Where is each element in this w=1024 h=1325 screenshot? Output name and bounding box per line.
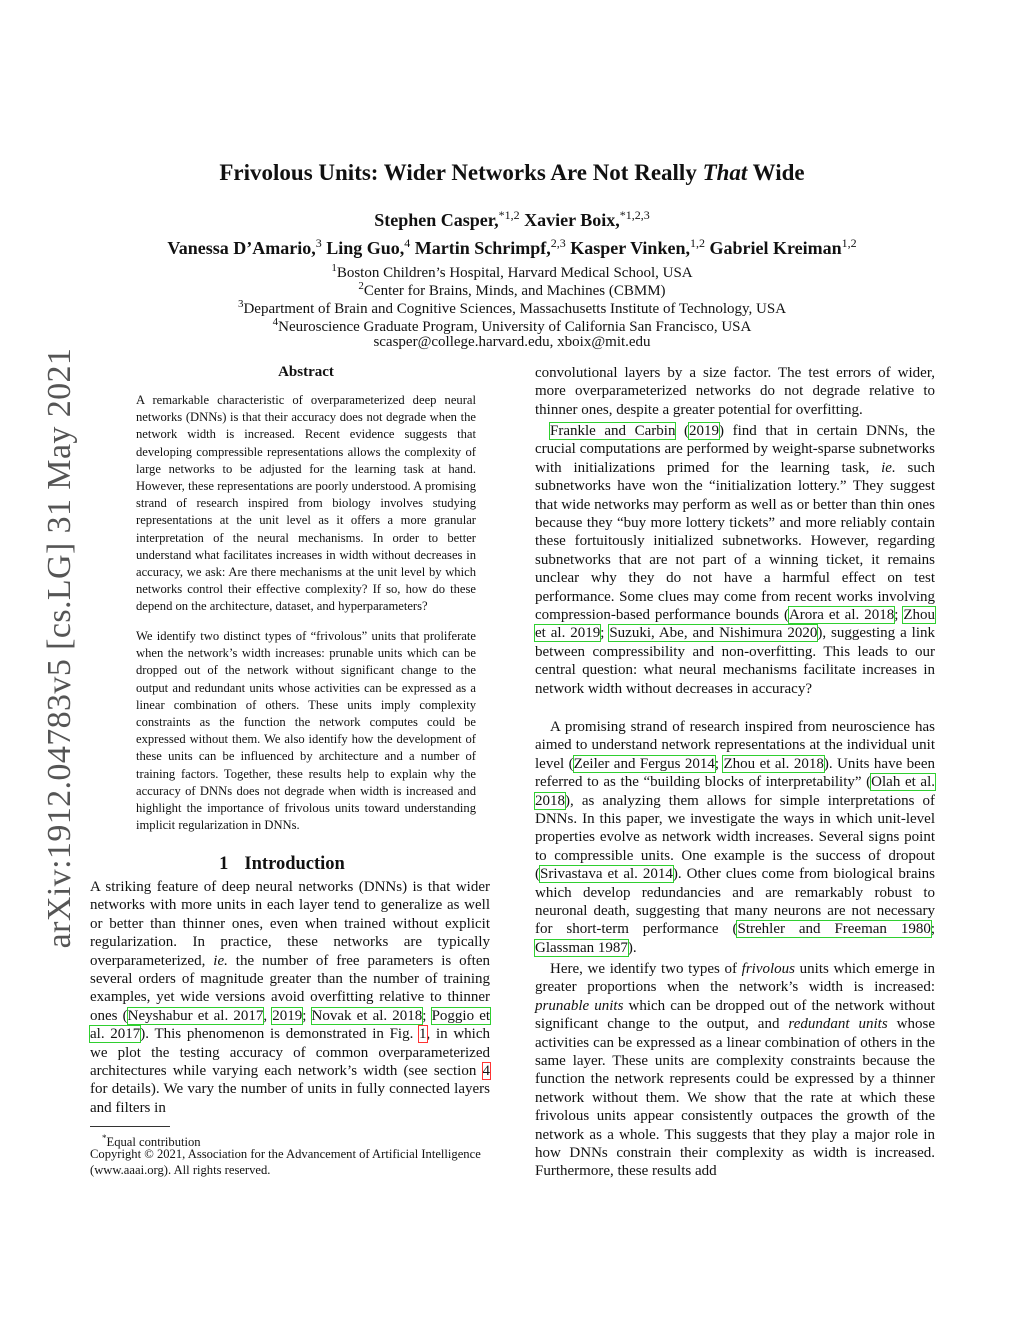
citation-link[interactable]: Zhou et al. 2018 [723,755,824,772]
footnote-rule [90,1126,170,1127]
citation-link[interactable]: Novak et al. 2018 [311,1007,423,1024]
affiliation: $^1$Boston Children’s Hospital, Harvard Medical School, USA [331,262,693,281]
author-name: Kasper Vinken, [570,238,690,258]
affiliation: $^4$Neuroscience Graduate Program, University of California San Francisco, USA [272,316,752,335]
author-affil: 4 [404,236,411,250]
author-affil: 1,2 [689,236,705,250]
citation-link[interactable]: Neyshabur et al. 2017 [127,1007,264,1024]
abstract-paragraph: A remarkable characteristic of overparameterized deep neural networks (DNNs) is that their accuracy does not degrade when the network width is increased. Recent evidence suggests that developing compressible representations allows the complexity of large networks to be adjusted for the learning task at hand. However, these representations are poorly understood. A promising strand of research inspired from biology involves studying representations at the unit level as it offers a more granular interpretation of the neural mechanisms. In order to better understand what facilitates increases in width without decreases in accuracy, we ask: Are there mechanisms at the unit level by which networks control their effective complexity? If so, how do these depend on the architecture, dataset, and hyperparameters? [136,393,476,614]
footnote-copyright: Copyright © 2021, Association for the Advancement of Artificial Intelligence (www.aaai.org). All rights reserved. [90,1147,481,1177]
author-name: Martin Schrimpf, [414,238,551,258]
author-line-1 [0,208,1024,231]
right-paragraph: Here, we identify two types of frivolous units which emerge in greater proportions when the network’s width is increased: prunable units which can be dropped out of the network without significant change to the output, and redundant units whose activities can be expressed as a linear combination of others in the same layer. These units are complexity constraints because the function the network represents could be expressed by a thinner network without them. We show that the rate at which these frivolous units appear consistently outpaces the growth of the network as a whole. This suggests that they play a major role in how DNNs constrain their complexity as width is increased. Furthermore, these results add [535,961,935,1180]
affiliation: $^2$Center for Brains, Minds, and Machines (CBMM) [358,280,666,299]
abstract-heading: Abstract [278,364,334,380]
citation-link[interactable]: Olah et al. 2018 [535,774,935,809]
citation-link[interactable]: Arora et al. 2018 [788,607,895,624]
figure-ref-link[interactable]: 1 [419,1026,427,1043]
title-text-end: Wide [747,160,805,185]
arxiv-stamp: arXiv:1912.04783v5 [cs.LG] 31 May 2021 [41,347,78,949]
citation-link[interactable]: 2019 [272,1007,303,1024]
citation-link[interactable]: Srivastava et al. 2014 [540,866,673,883]
author-affil: *1,2 [498,208,520,222]
affiliation: $^3$Department of Brain and Cognitive Sciences, Massachusetts Institute of Technology, USA [237,298,787,317]
title-emphasis: That [702,160,748,185]
citation-link[interactable]: Frankle and Carbin [550,423,676,439]
citation-link[interactable]: Poggio et al. 2017 [90,1007,491,1043]
author-name: Ling Guo, [326,238,405,258]
citation-link[interactable]: Suzuki, Abe, and Nishimura 2020 [609,625,818,642]
author-affil: 2,3 [550,236,566,250]
author-affil: *1,2,3 [619,208,650,222]
abstract-paragraph: We identify two distinct types of “frivolous” units that proliferate when the network’s width increases: prunable units which can be dropped out of the network without significant change to the output and redundant units whose activities can be expressed as a linear combination of others. These units imply complexity constraints as the function the network computes could be expressed without them. We also identify how the development of these units can be influenced by architecture and a number of training factors. Together, these results help to explain why the accuracy of DNNs does not degrade when width is increased and highlight the importance of frivolous units toward understanding implicit regularization in DNNs. [136,629,476,833]
section-title: Introduction [244,854,345,874]
citation-link[interactable]: Glassman 1987 [535,939,628,956]
author-name: Gabriel Kreiman [709,238,842,258]
right-paragraph: A promising strand of research inspired from neuroscience has aimed to understand network representations at the individual unit level (Zeiler and Fergus 2014; Zhou et al. 2018). Units have been referred to as the “building blocks of interpretability” (Olah et al. 2018), as analyzing them allows for simple interpretations of DNNs. In this paper, we investigate the ways in which unit-level properties evolve as network width increases. Several signs point to compressible units. One example is the success of dropout (Srivastava et al. 2014). Other clues come from biological brains which develop redundancies and are remarkably robust to neuronal death, suggesting that many neurons are not necessary for short-term performance (Strehler and Freeman 1980; Glassman 1987). [535,719,935,956]
author-name: Stephen Casper, [374,210,499,230]
citation-link[interactable]: 2019 [689,423,720,439]
section-ref-link[interactable]: 4 [482,1063,490,1080]
author-name: Vanessa D’Amario, [167,238,316,258]
section-number: 1 [219,854,229,874]
title-text: Frivolous Units: Wider Networks Are Not Really [219,160,703,185]
author-emails: scasper@college.harvard.edu, xboix@mit.edu [373,334,651,350]
section-heading [90,854,490,875]
right-paragraph: Frankle and Carbin (2019) find that in certain DNNs, the crucial computations are performed by weight-sparse subnetworks with initializations primed for the learning task, ie. such subnetworks have won the “initialization lottery.” They suggest that wide networks may perform as well as or better than thin ones because they “buy more lottery tickets” and more reliably contain these fortuitously initialized subnetworks. However, regarding subnetworks that are not part of a winning ticket, it remains unclear why they do not have a harmful effect on test performance. Some clues may come from recent works involving compression-based performance bounds (Arora et al. 2018; Zhou et al. 2019; Suzuki, Abe, and Nishimura 2020), suggesting a link between compressibility and non-overfitting. This leads to our central question: what neural mechanisms facilitate increases in network width without decreases in accuracy? [535,423,936,697]
footnote-equal: *Equal contribution [102,1133,201,1150]
author-line-2 [0,236,1024,259]
citation-link[interactable]: Strehler and Freeman 1980 [737,921,931,938]
author-affil: 1,2 [841,236,857,250]
paper-title [0,160,1024,186]
author-affil: 3 [315,236,322,250]
citation-link[interactable]: Zhou et al. 2019 [535,607,935,642]
intro-paragraph: A striking feature of deep neural networks (DNNs) is that wider networks with more units in each layer tend to generalize as well or better than thinner ones, even when trained without explicit regularization. In practice, these networks are typically overparameterized, ie. the number of free parameters is often several orders of magnitude greater than the number of training examples, yet wide versions avoid overfitting relative to thinner ones (Neyshabur et al. 2017, 2019; Novak et al. 2018; Poggio et al. 2017). This phenomenon is demonstrated in Fig. 1, in which we plot the testing accuracy of common overparameterized architectures while varying each network’s width (see section 4 for details). We vary the number of units in fully connected layers and filters in [90,879,491,1116]
citation-link[interactable]: Zeiler and Fergus 2014 [573,755,715,772]
right-paragraph: convolutional layers by a size factor. The test errors of wider, more overparameterized networks do not degrade relative to thinner ones, despite a greater potential for overfitting. [535,365,935,418]
author-name: Xavier Boix, [524,210,620,230]
